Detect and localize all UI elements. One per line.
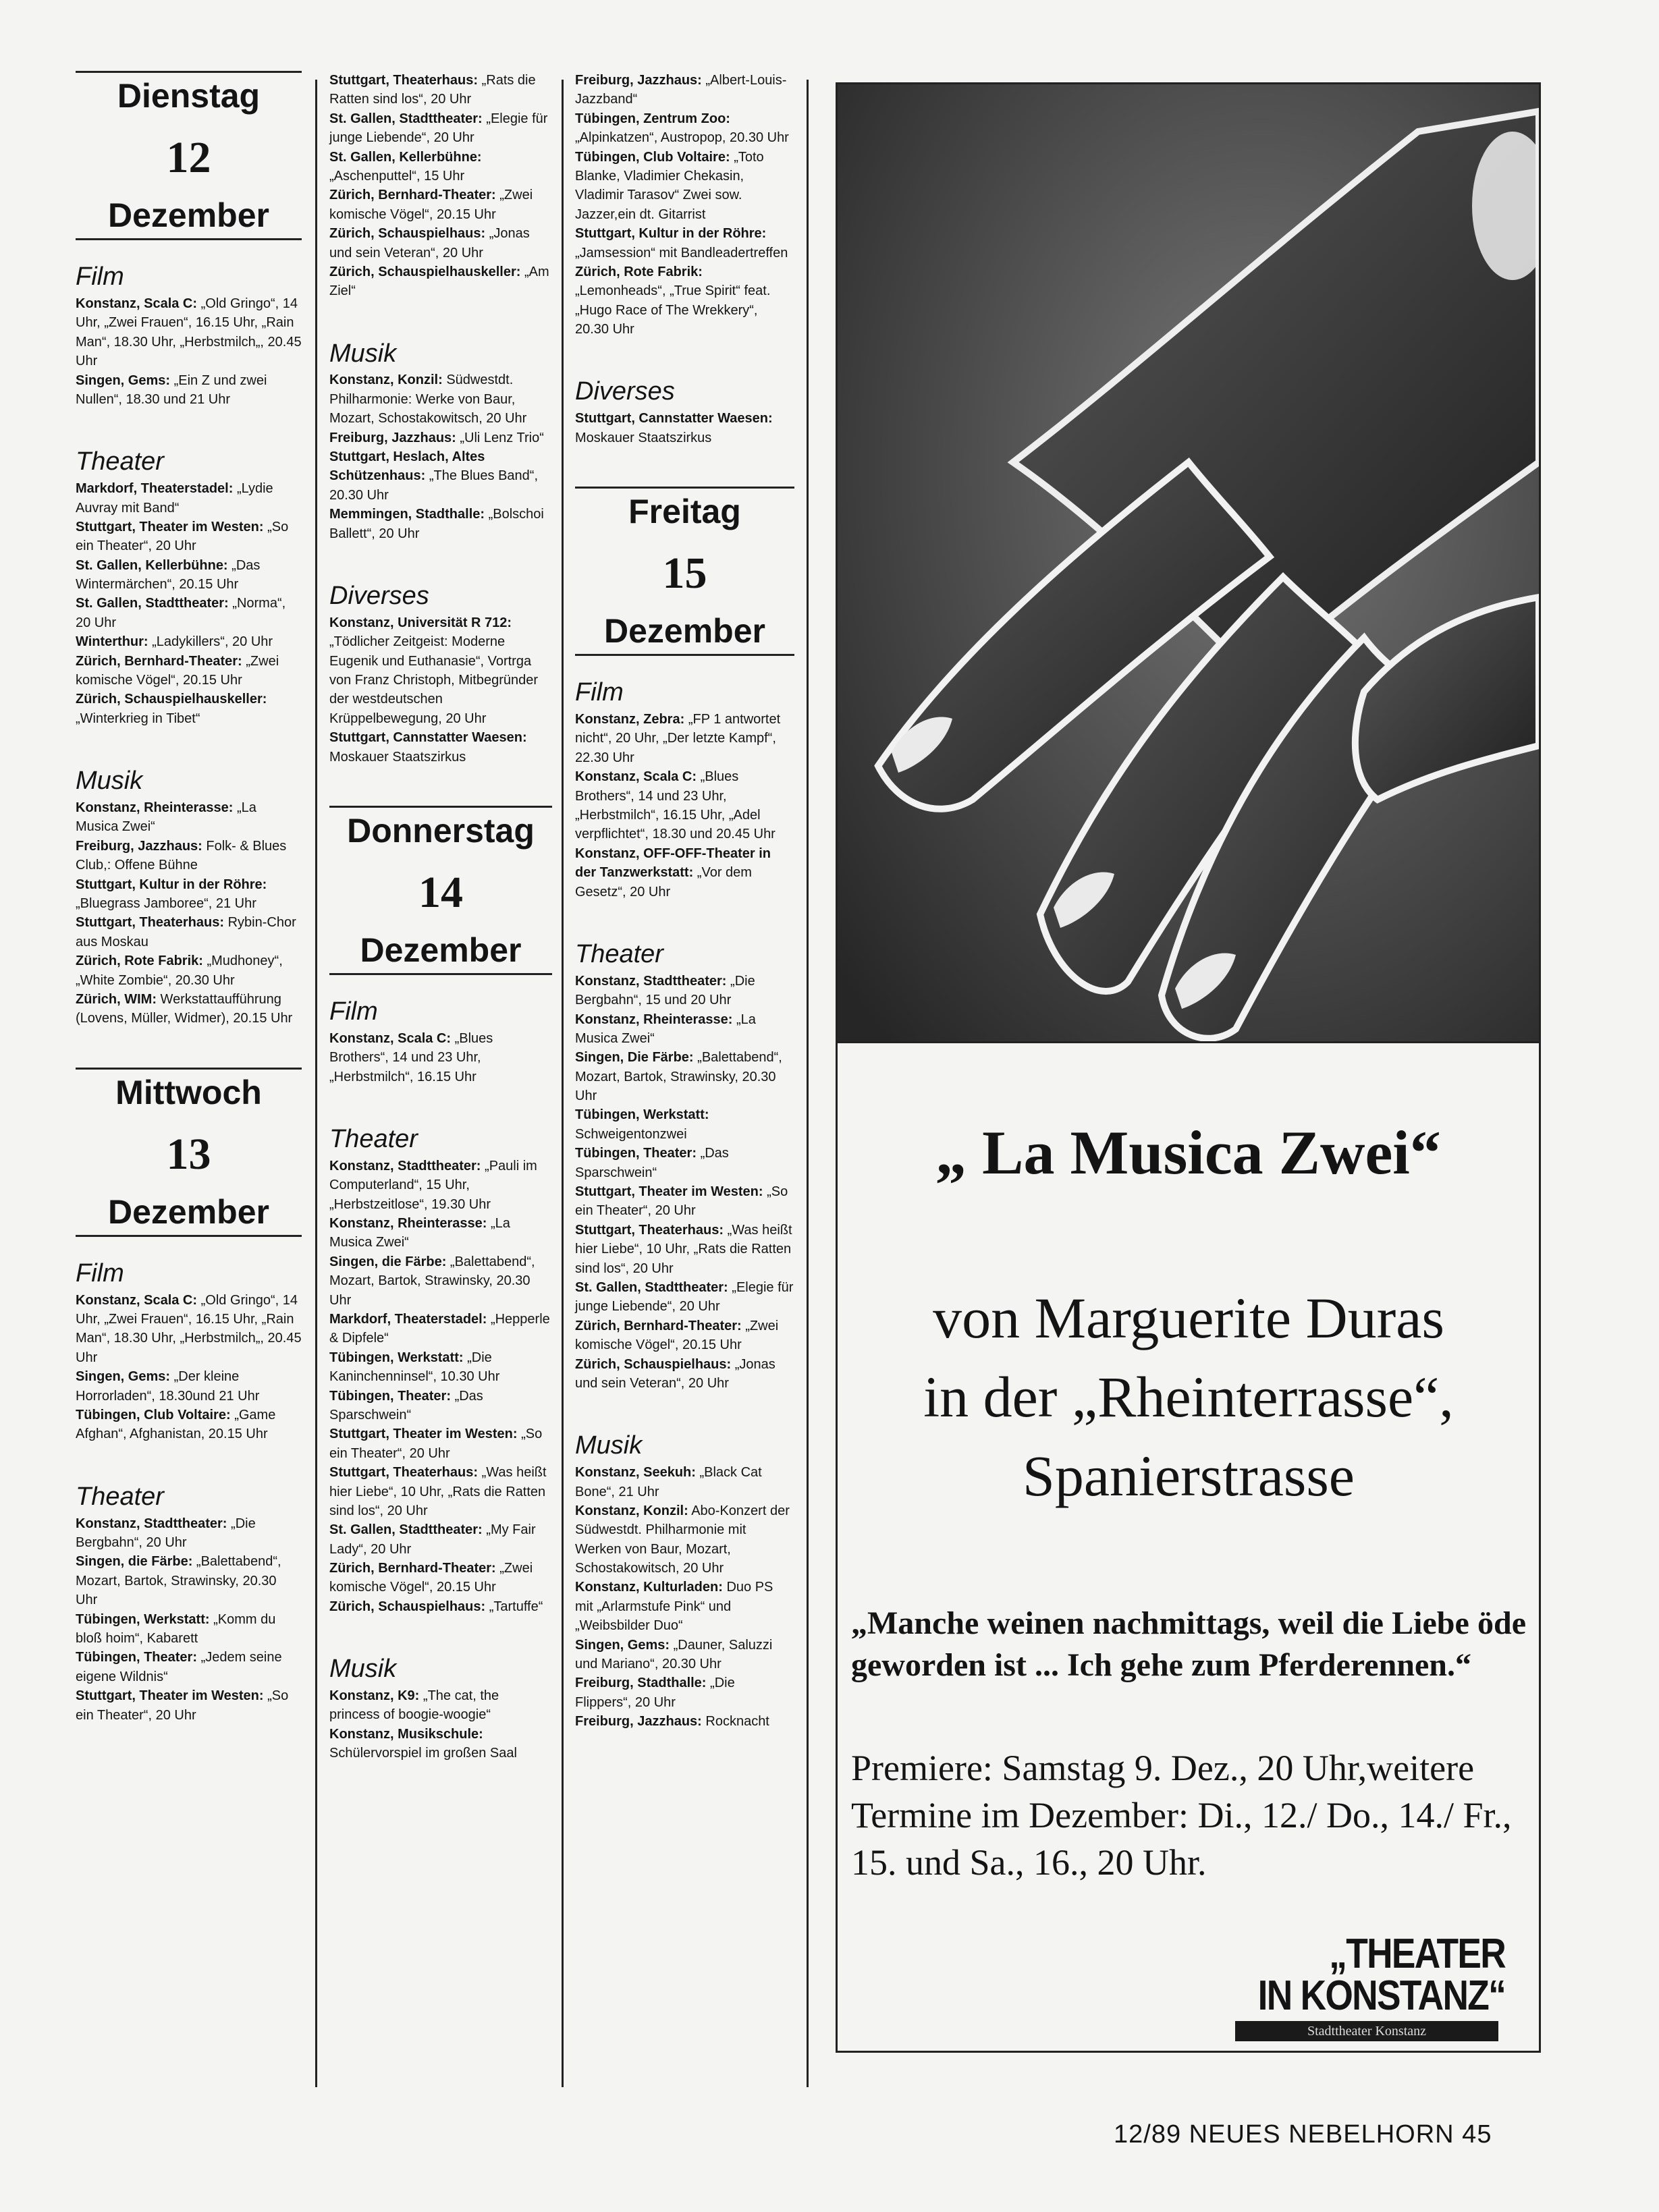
listing-section xyxy=(329,340,552,543)
entry-text: Folk- & Blues Club,: Offene Bühne xyxy=(76,838,287,873)
entry-venue: Singen, die Färbe: xyxy=(76,1554,193,1570)
listing-entry xyxy=(76,518,302,556)
listing-entry xyxy=(575,1221,794,1278)
day-name: Dienstag xyxy=(117,77,261,115)
entry-text: „So ein Theater“, 20 Uhr xyxy=(575,1184,788,1219)
listing-entry xyxy=(76,1648,302,1686)
entry-venue: Freiburg, Stadthalle: xyxy=(575,1676,707,1691)
entry-venue: Zürich, Bernhard-Theater: xyxy=(76,653,242,669)
entry-text: „Bluegrass Jamboree“, 21 Uhr xyxy=(76,895,256,911)
entry-venue: Stuttgart, Cannstatter Waesen: xyxy=(329,730,527,746)
entry-venue: Konstanz, Stadttheater: xyxy=(575,973,727,989)
listing-entry xyxy=(575,109,794,148)
listing-entry xyxy=(76,294,302,371)
listing-entry xyxy=(76,1552,302,1609)
entry-text: „Game Afghan“, Afghanistan, 20.15 Uhr xyxy=(76,1408,276,1442)
listing-entry xyxy=(575,1578,794,1635)
entry-venue: Stuttgart, Theater im Westen: xyxy=(76,1688,264,1704)
listing-entry xyxy=(575,710,794,767)
entry-venue: St. Gallen, Stadttheater: xyxy=(329,1522,483,1538)
entry-venue: Zürich, Schauspielhauskeller: xyxy=(329,264,521,279)
entry-text: „Zwei komische Vögel“, 20.15 Uhr xyxy=(76,653,279,688)
theater-advertisement xyxy=(836,82,1541,2053)
entry-text: „The cat, the princess of boogie-woogie“ xyxy=(329,1688,499,1723)
ad-subtitle-line: in der „Rheinterrasse“, xyxy=(923,1364,1454,1429)
listing-entry xyxy=(76,1367,302,1406)
day-month: Dezember xyxy=(604,612,765,651)
entry-venue: Stuttgart, Theaterhaus: xyxy=(76,915,225,931)
entry-venue: Konstanz, Rheinterasse: xyxy=(575,1012,733,1027)
entry-text: „Das Sparschwein“ xyxy=(329,1388,483,1422)
listing-entry xyxy=(575,844,794,902)
entry-text: „Das Sparschwein“ xyxy=(575,1146,729,1180)
day-header xyxy=(329,806,552,975)
entry-text: „Dauner, Saluzzi und Mariano“, 20.30 Uhr xyxy=(575,1637,773,1672)
entry-venue: Konstanz, Rheinterasse: xyxy=(76,800,234,815)
listing-entry xyxy=(575,1144,794,1182)
ad-title: „ La Musica Zwei“ xyxy=(935,1118,1441,1187)
day-header xyxy=(76,71,302,240)
entry-venue: Singen, Die Färbe: xyxy=(575,1050,694,1066)
entry-venue: Konstanz, Scala C: xyxy=(76,1292,198,1308)
listing-entry xyxy=(575,972,794,1010)
entry-text: Südwestdt. Philharmonie: Werke von Baur, Mozart, Schostakowitsch, 20 Uhr xyxy=(329,372,527,426)
section-title: Theater xyxy=(575,939,663,968)
day-month: Dezember xyxy=(108,1192,269,1231)
entry-text: „Old Gringo“, 14 Uhr, „Zwei Frauen“, 16.15 Uhr, „Rain Man“, 18.30 Uhr, „Herbstmilch„, 20.45 Uhr xyxy=(76,1292,302,1365)
ad-subtitle-line: Spanierstrasse xyxy=(1023,1443,1355,1508)
listing-section xyxy=(76,448,302,728)
entry-venue: Stuttgart, Theaterhaus: xyxy=(329,73,479,88)
listing-section xyxy=(575,941,794,1393)
listing-section xyxy=(76,1483,302,1725)
entry-venue: Tübingen, Club Voltaire: xyxy=(575,149,730,165)
listing-entry xyxy=(329,613,552,728)
entry-venue: St. Gallen, Stadttheater: xyxy=(575,1279,728,1295)
day-name: Freitag xyxy=(628,493,741,531)
listing-entry xyxy=(575,1463,794,1501)
entry-text: „Elegie für junge Liebende“, 20 Uhr xyxy=(575,1279,794,1315)
entry-text: „Albert-Louis-Jazzband“ xyxy=(575,73,787,107)
listing-entry xyxy=(329,1252,552,1310)
entry-venue: Singen, Gems: xyxy=(76,372,171,388)
listing-entry xyxy=(76,1514,302,1553)
listing-section xyxy=(329,998,552,1086)
entry-venue: Konstanz, Stadttheater: xyxy=(76,1516,227,1531)
hand-photo-illustration xyxy=(838,84,1539,1041)
entry-venue: Zürich, Schauspielhaus: xyxy=(575,1356,732,1372)
listing-entry xyxy=(76,1291,302,1368)
entry-venue: St. Gallen, Stadttheater: xyxy=(76,596,229,611)
listing-entry xyxy=(76,1610,302,1649)
entry-venue: Memmingen, Stadthalle: xyxy=(329,507,485,522)
listing-section xyxy=(575,1432,794,1731)
entry-venue: Konstanz, Scala C: xyxy=(76,296,198,311)
entry-venue: Zürich, WIM: xyxy=(76,991,157,1007)
entry-venue: Freiburg, Jazzhaus: xyxy=(575,1714,702,1730)
listing-entry xyxy=(76,479,302,518)
entry-venue: Winterthur: xyxy=(76,634,148,650)
day-name: Mittwoch xyxy=(115,1073,262,1111)
entry-venue: Tübingen, Werkstatt: xyxy=(329,1350,464,1365)
listing-section xyxy=(329,1126,552,1616)
entry-text: „Bolschoi Ballett“, 20 Uhr xyxy=(329,507,544,541)
listing-section xyxy=(575,378,794,447)
listing-entry xyxy=(76,690,302,728)
entry-venue: Zürich, Rote Fabrik: xyxy=(76,953,203,969)
entry-text: „La Musica Zwei“ xyxy=(329,1216,510,1250)
entry-text: Abo-Konzert der Südwestdt. Philharmonie mit Werken von Baur, Mozart, Schostakowitsch, 20 Uhr xyxy=(575,1503,790,1576)
day-rule-top xyxy=(76,1068,302,1070)
ad-subtitle xyxy=(851,1279,1526,1516)
day-rule-top xyxy=(76,71,302,73)
section-title: Musik xyxy=(329,339,397,368)
entry-venue: Konstanz, Seekuh: xyxy=(575,1465,696,1481)
entry-text: „Pauli im Computerland“, 15 Uhr, „Herbstzeitlose“, 19.30 Uhr xyxy=(329,1158,537,1212)
listing-entry xyxy=(329,1214,552,1252)
section-title: Film xyxy=(329,997,378,1026)
entry-text: „Das Wintermärchen“, 20.15 Uhr xyxy=(76,557,261,592)
day-rule-bottom xyxy=(76,238,302,240)
entry-text: „Was heißt hier Liebe“, 10 Uhr, „Rats die Ratten sind los“, 20 Uhr xyxy=(329,1465,547,1518)
entry-venue: Konstanz, OFF-OFF-Theater in der Tanzwerkstatt: xyxy=(575,846,771,881)
entry-venue: Konstanz, Universität R 712: xyxy=(329,615,512,630)
entry-venue: Freiburg, Jazzhaus: xyxy=(76,838,202,854)
entry-text: Rybin-Chor aus Moskau xyxy=(76,915,296,949)
listing-entry xyxy=(575,1010,794,1049)
listing-entry xyxy=(329,1597,552,1616)
listing-section xyxy=(329,71,552,301)
entry-venue: Stuttgart, Theater im Westen: xyxy=(76,519,264,534)
listing-entry xyxy=(575,1105,794,1144)
logo-line: IN KONSTANZ“ xyxy=(1257,1972,1505,2019)
entry-venue: Konstanz, Scala C: xyxy=(329,1030,452,1046)
listing-section xyxy=(329,582,552,767)
entry-text: „So ein Theater“, 20 Uhr xyxy=(329,1427,543,1461)
listing-entry xyxy=(575,767,794,844)
entry-text: „Ein Z und zwei Nullen“, 18.30 und 21 Uhr xyxy=(76,372,267,407)
day-number: 15 xyxy=(662,549,707,599)
listing-entry xyxy=(76,951,302,990)
entry-venue: Konstanz, Stadttheater: xyxy=(329,1158,481,1173)
listing-entry xyxy=(76,1406,302,1444)
listing-entry xyxy=(575,1636,794,1674)
listing-entry xyxy=(76,556,302,595)
listing-column-3 xyxy=(575,71,794,1771)
entry-text: Moskauer Staatszirkus xyxy=(575,430,712,445)
entry-text: „Lemonheads“, „True Spirit“ feat. „Hugo Race of The Wrekkery“, 20.30 Uhr xyxy=(575,283,771,337)
entry-text: „The Blues Band“, 20.30 Uhr xyxy=(329,468,539,503)
entry-text: „Elegie für junge Liebende“, 20 Uhr xyxy=(329,111,548,146)
entry-text: „Zwei komische Vögel“, 20.15 Uhr xyxy=(329,188,533,222)
entry-text: „Jonas und sein Veteran“, 20 Uhr xyxy=(575,1356,776,1391)
entry-venue: Zürich, Schauspielhaus: xyxy=(329,1599,486,1614)
listing-entry xyxy=(329,224,552,262)
entry-text: „Tödlicher Zeitgeist: Moderne Eugenik und Euthanasie“, Vortrga von Franz Christoph, Mitbegründer der westdeutschen Krüppelbewegung, 20 Uhr xyxy=(329,634,539,726)
entry-text: „So ein Theater“, 20 Uhr xyxy=(76,1688,289,1723)
entry-text: „Balettabend“, Mozart, Bartok, Strawinsky, 20.30 Uhr xyxy=(76,1554,281,1608)
entry-venue: Tübingen, Club Voltaire: xyxy=(76,1408,231,1423)
listing-entry xyxy=(76,837,302,875)
listing-entry xyxy=(329,1425,552,1463)
listing-section xyxy=(575,679,794,902)
entry-text: „Alpinkatzen“, Austropop, 20.30 Uhr xyxy=(575,130,789,146)
entry-venue: Freiburg, Jazzhaus: xyxy=(329,430,456,445)
listing-entry xyxy=(329,1520,552,1559)
listing-entry xyxy=(329,148,552,186)
entry-venue: Singen, Gems: xyxy=(76,1369,171,1385)
listing-entry xyxy=(329,71,552,109)
entry-venue: St. Gallen, Stadttheater: xyxy=(329,111,483,126)
day-number: 14 xyxy=(418,867,463,917)
listing-entry xyxy=(329,1686,552,1725)
entry-text: Rocknacht xyxy=(705,1714,769,1730)
listing-section xyxy=(76,767,302,1028)
listing-entry xyxy=(76,652,302,690)
entry-text: „Die Bergbahn“, 20 Uhr xyxy=(76,1516,256,1550)
listing-entry xyxy=(329,505,552,543)
listing-entry xyxy=(329,1029,552,1086)
listing-entry xyxy=(76,371,302,410)
listing-entry xyxy=(329,1725,552,1763)
day-number: 13 xyxy=(166,1129,211,1179)
day-rule-bottom xyxy=(575,654,794,656)
entry-venue: Konstanz, Rheinterasse: xyxy=(329,1216,487,1232)
entry-venue: Markdorf, Theaterstadel: xyxy=(329,1312,487,1327)
listing-entry xyxy=(329,186,552,224)
entry-text: „Uli Lenz Trio“ xyxy=(460,430,544,445)
entry-text: „Tartuffe“ xyxy=(489,1599,543,1614)
entry-text: „Balettabend“, Mozart, Bartok, Strawinsky, 20.30 Uhr xyxy=(329,1254,535,1308)
listing-entry xyxy=(329,1387,552,1425)
section-title: Musik xyxy=(329,1655,397,1684)
entry-text: „FP 1 antwortet nicht“, 20 Uhr, „Der letzte Kampf“, 22.30 Uhr xyxy=(575,712,781,765)
entry-text: „Mudhoney“, „White Zombie“, 20.30 Uhr xyxy=(76,953,283,988)
entry-venue: Stuttgart, Theater im Westen: xyxy=(329,1427,518,1442)
listing-entry xyxy=(329,1559,552,1597)
logo-subtitle: Stadttheater Konstanz xyxy=(1235,2021,1498,2041)
entry-venue: Zürich, Bernhard-Theater: xyxy=(329,188,496,203)
section-title: Theater xyxy=(76,1482,164,1511)
listing-entry xyxy=(329,447,552,505)
listing-entry xyxy=(575,1317,794,1355)
listing-entry xyxy=(575,148,794,225)
listing-entry xyxy=(329,262,552,301)
entry-venue: Konstanz, Scala C: xyxy=(575,769,697,785)
entry-venue: Stuttgart, Theater im Westen: xyxy=(575,1184,763,1200)
page-footer: 12/89 NEUES NEBELHORN 45 xyxy=(1114,2120,1492,2149)
listing-entry xyxy=(329,428,552,447)
day-rule-top xyxy=(329,806,552,808)
column-divider xyxy=(807,80,809,2087)
listing-entry xyxy=(329,728,552,767)
entry-venue: Tübingen, Theater: xyxy=(76,1650,197,1665)
listing-entry xyxy=(76,875,302,914)
entry-text: „Hepperle & Dipfele“ xyxy=(329,1312,550,1346)
entry-venue: Konstanz, Zebra: xyxy=(575,712,685,727)
entry-text: „Jamsession“ mit Bandleadertreffen xyxy=(575,245,788,260)
day-header xyxy=(575,487,794,656)
listing-entry xyxy=(76,990,302,1028)
section-title: Film xyxy=(76,262,124,292)
entry-venue: Singen, die Färbe: xyxy=(329,1254,447,1269)
ad-premiere-dates: Premiere: Samstag 9. Dez., 20 Uhr,weitere Termine im Dezember: Di., 12./ Do., 14./ Fr., 15. und Sa., 16., 20 Uhr. xyxy=(851,1748,1512,1883)
listing-section xyxy=(76,1260,302,1444)
entry-venue: Stuttgart, Theaterhaus: xyxy=(329,1465,479,1481)
entry-text: „Norma“, 20 Uhr xyxy=(76,596,286,630)
listing-entry xyxy=(575,224,794,262)
listing-column-2 xyxy=(329,71,552,1802)
entry-text: Duo PS mit „Arlarmstufe Pink“ und „Weibsbilder Duo“ xyxy=(575,1580,773,1634)
listing-entry xyxy=(329,1463,552,1520)
listing-entry xyxy=(575,1712,794,1731)
day-rule-bottom xyxy=(76,1235,302,1237)
entry-text: „Black Cat Bone“, 21 Uhr xyxy=(575,1465,762,1499)
listing-section xyxy=(329,1655,552,1763)
entry-venue: Tübingen, Zentrum Zoo: xyxy=(575,111,730,126)
entry-venue: St. Gallen, Kellerbühne: xyxy=(76,557,228,573)
listing-entry xyxy=(575,1501,794,1578)
entry-text: „Aschenputtel“, 15 Uhr xyxy=(329,168,465,184)
listing-entry xyxy=(575,1048,794,1105)
entry-text: „Rats die Ratten sind los“, 20 Uhr xyxy=(329,73,536,107)
listing-entry xyxy=(76,632,302,651)
listing-entry xyxy=(76,594,302,632)
entry-text: „Die Bergbahn“, 15 und 20 Uhr xyxy=(575,973,755,1008)
entry-text: Schweigentonzwei xyxy=(575,1126,687,1142)
entry-text: „Der kleine Horrorladen“, 18.30und 21 Uhr xyxy=(76,1369,260,1404)
listing-entry xyxy=(575,1278,794,1317)
section-title: Diverses xyxy=(575,377,675,406)
entry-text: „Zwei komische Vögel“, 20.15 Uhr xyxy=(329,1561,533,1595)
entry-text: Schülervorspiel im großen Saal xyxy=(329,1746,517,1761)
listing-entry xyxy=(329,1310,552,1348)
day-name: Donnerstag xyxy=(347,811,535,850)
entry-venue: Zürich, Bernhard-Theater: xyxy=(329,1561,496,1576)
listing-entry xyxy=(76,1686,302,1725)
entry-venue: Singen, Gems: xyxy=(575,1637,670,1653)
section-title: Film xyxy=(575,678,624,707)
day-rule-bottom xyxy=(329,973,552,975)
listing-entry xyxy=(76,798,302,837)
entry-venue: Konstanz, Konzil: xyxy=(575,1503,688,1518)
entry-venue: Zürich, Schauspielhaus: xyxy=(329,226,486,242)
section-title: Theater xyxy=(76,447,164,476)
entry-text: „So ein Theater“, 20 Uhr xyxy=(76,519,289,554)
listing-entry xyxy=(76,913,302,951)
entry-text: „Am Ziel“ xyxy=(329,264,549,299)
entry-text: „Toto Blanke, Vladimier Chekasin, Vladimir Tarasov“ Zwei sow. Jazzer,ein dt. Gitarrist xyxy=(575,149,764,222)
entry-venue: Tübingen, Theater: xyxy=(329,1388,451,1404)
entry-venue: St. Gallen, Kellerbühne: xyxy=(329,149,482,165)
listing-entry xyxy=(329,370,552,428)
entry-text: „Winterkrieg in Tibet“ xyxy=(76,711,200,726)
listing-entry xyxy=(575,409,794,447)
entry-venue: Tübingen, Werkstatt: xyxy=(575,1107,709,1123)
column-divider xyxy=(562,80,564,2087)
entry-venue: Konstanz, K9: xyxy=(329,1688,420,1704)
section-title: Theater xyxy=(329,1125,418,1154)
day-month: Dezember xyxy=(360,931,522,970)
listing-section xyxy=(575,71,794,339)
entry-text: „My Fair Lady“, 20 Uhr xyxy=(329,1522,536,1557)
entry-venue: Konstanz, Konzil: xyxy=(329,372,443,388)
entry-venue: Konstanz, Kulturladen: xyxy=(575,1580,723,1595)
entry-text: „Old Gringo“, 14 Uhr, „Zwei Frauen“, 16.15 Uhr, „Rain Man“, 18.30 Uhr, „Herbstmilch„, 20.45 Uhr xyxy=(76,296,302,369)
day-month: Dezember xyxy=(108,196,269,235)
entry-text: „Jonas und sein Veteran“, 20 Uhr xyxy=(329,226,530,260)
entry-text: „Ladykillers“, 20 Uhr xyxy=(152,634,273,650)
listing-entry xyxy=(329,1348,552,1387)
listing-entry xyxy=(575,1355,794,1393)
listing-entry xyxy=(575,1182,794,1221)
day-rule-top xyxy=(575,487,794,489)
entry-text: „Was heißt hier Liebe“, 10 Uhr, „Rats die Ratten sind los“, 20 Uhr xyxy=(575,1222,792,1276)
day-header xyxy=(76,1068,302,1237)
listing-entry xyxy=(575,262,794,339)
entry-venue: Tübingen, Theater: xyxy=(575,1146,697,1161)
entry-text: „Zwei komische Vögel“, 20.15 Uhr xyxy=(575,1318,779,1353)
ad-subtitle-line: von Marguerite Duras xyxy=(933,1285,1444,1350)
entry-text: „Die Kaninchenninsel“, 10.30 Uhr xyxy=(329,1350,500,1385)
logo-line: „THEATER xyxy=(1329,1931,1505,1977)
theater-logo xyxy=(1258,1933,1505,2017)
listing-entry xyxy=(329,109,552,148)
hand-photo xyxy=(838,84,1539,1043)
entry-text: „Balettabend“, Mozart, Bartok, Strawinsky, 20.30 Uhr xyxy=(575,1050,782,1104)
listing-entry xyxy=(329,1157,552,1214)
listing-entry xyxy=(575,71,794,109)
entry-venue: Stuttgart, Kultur in der Röhre: xyxy=(575,226,767,242)
entry-text: „Komm du bloß hoim“, Kabarett xyxy=(76,1611,276,1646)
section-title: Musik xyxy=(76,767,143,796)
section-title: Musik xyxy=(575,1431,643,1460)
entry-text: „Blues Brothers“, 14 und 23 Uhr, „Herbstmilch“, 16.15 Uhr xyxy=(329,1030,493,1084)
entry-venue: Konstanz, Musikschule: xyxy=(329,1726,483,1742)
entry-text: „Blues Brothers“, 14 und 23 Uhr, „Herbstmilch“, 16.15 Uhr, „Adel verpflichtet“, 18.30 und 20.45 Uhr xyxy=(575,769,776,842)
entry-venue: Tübingen, Werkstatt: xyxy=(76,1611,210,1627)
entry-venue: Stuttgart, Heslach, Altes Schützenhaus: xyxy=(329,449,485,484)
listing-entry xyxy=(575,1674,794,1712)
entry-venue: Zürich, Bernhard-Theater: xyxy=(575,1318,742,1333)
entry-text: „La Musica Zwei“ xyxy=(76,800,256,835)
entry-text: „Vor dem Gesetz“, 20 Uhr xyxy=(575,865,752,900)
entry-venue: Stuttgart, Theaterhaus: xyxy=(575,1222,724,1238)
entry-venue: Stuttgart, Kultur in der Röhre: xyxy=(76,877,267,892)
entry-venue: Stuttgart, Cannstatter Waesen: xyxy=(575,411,773,426)
listing-section xyxy=(76,263,302,409)
column-divider xyxy=(315,80,317,2087)
entry-text: „Jedem seine eigene Wildnis“ xyxy=(76,1650,282,1684)
entry-text: „Die Flippers“, 20 Uhr xyxy=(575,1676,735,1710)
entry-text: Moskauer Staatszirkus xyxy=(329,749,466,765)
entry-venue: Zürich, Rote Fabrik: xyxy=(575,264,703,279)
section-title: Diverses xyxy=(329,582,429,610)
entry-text: „La Musica Zwei“ xyxy=(575,1012,756,1046)
ad-quote: „Manche weinen nachmittags, weil die Liebe öde geworden ist ... Ich gehe zum Pferderennen.“ xyxy=(851,1605,1526,1684)
entry-text: Werkstattaufführung (Lovens, Müller, Widmer), 20.15 Uhr xyxy=(76,991,293,1026)
entry-text: „Lydie Auvray mit Band“ xyxy=(76,481,273,516)
entry-venue: Freiburg, Jazzhaus: xyxy=(575,73,702,88)
day-number: 12 xyxy=(166,133,211,182)
entry-venue: Markdorf, Theaterstadel: xyxy=(76,481,234,497)
section-title: Film xyxy=(76,1259,124,1288)
listing-column-1 xyxy=(76,71,302,1764)
entry-venue: Zürich, Schauspielhauskeller: xyxy=(76,692,267,707)
